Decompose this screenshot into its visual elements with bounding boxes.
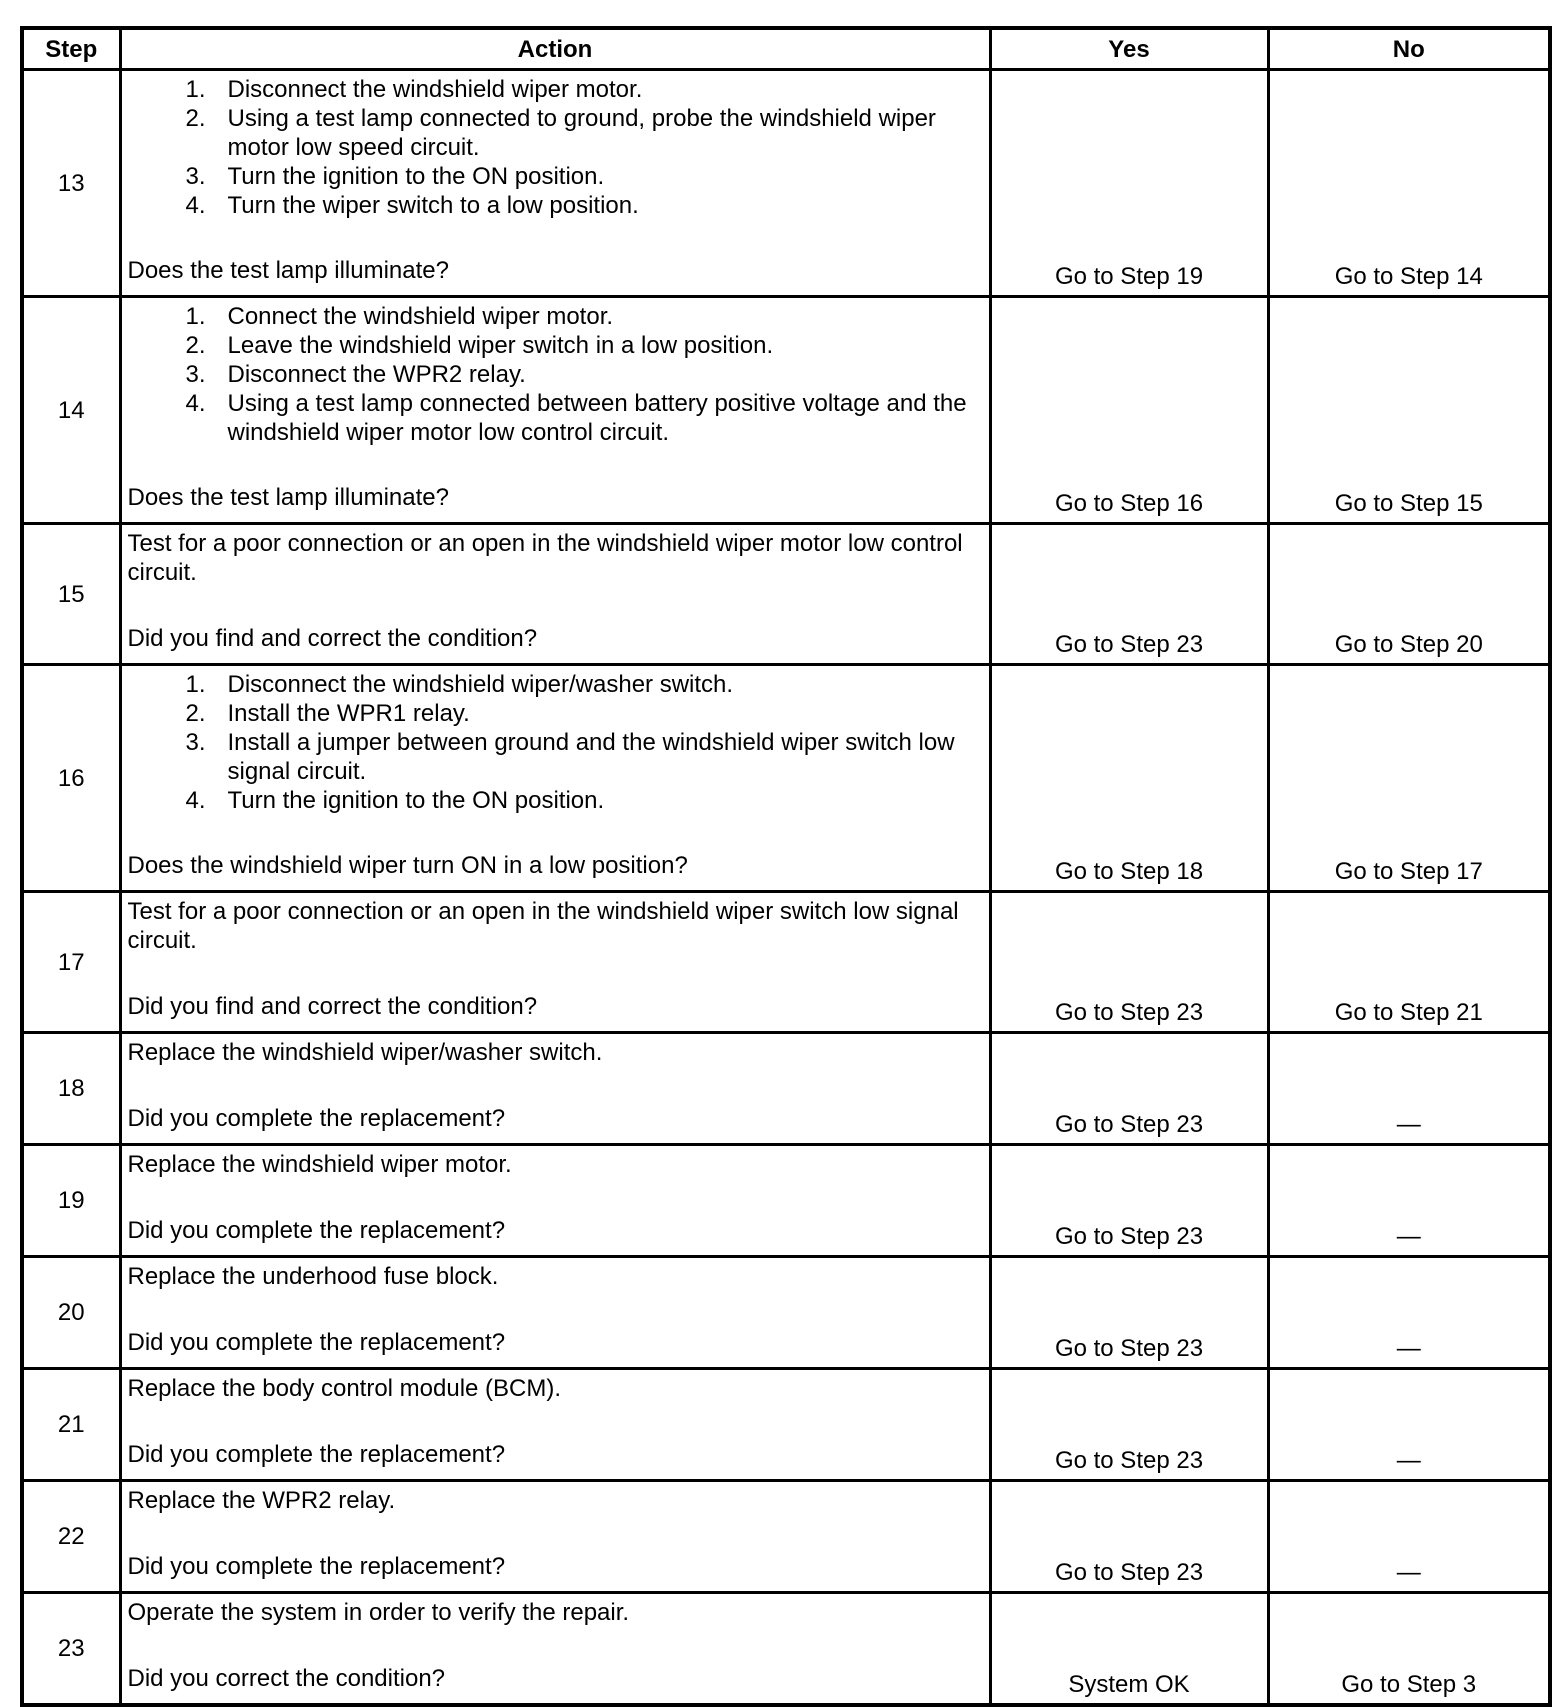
no-result: Go to Step 14 bbox=[1268, 70, 1550, 297]
header-yes: Yes bbox=[990, 28, 1268, 70]
table-row bbox=[22, 665, 1550, 892]
table-row bbox=[22, 1145, 1550, 1257]
action-content bbox=[128, 529, 983, 653]
action-list bbox=[128, 670, 983, 815]
action-cell bbox=[120, 1369, 990, 1481]
yes-result: Go to Step 18 bbox=[990, 665, 1268, 892]
table-row bbox=[22, 297, 1550, 524]
step-number: 14 bbox=[22, 297, 120, 524]
action-question: Did you complete the replacement? bbox=[127, 1217, 506, 1244]
table-row bbox=[22, 1257, 1550, 1369]
yes-result: Go to Step 23 bbox=[990, 1145, 1268, 1257]
no-result: — bbox=[1268, 1145, 1550, 1257]
yes-result: Go to Step 23 bbox=[990, 892, 1268, 1033]
action-list bbox=[128, 302, 983, 447]
action-content bbox=[128, 1374, 983, 1469]
action-content bbox=[128, 1598, 983, 1693]
step-number: 22 bbox=[22, 1481, 120, 1593]
yes-result: Go to Step 23 bbox=[990, 1369, 1268, 1481]
no-result: Go to Step 3 bbox=[1268, 1593, 1550, 1706]
step-number: 13 bbox=[22, 70, 120, 297]
action-list-item: Using a test lamp connected to ground, probe the windshield wiper motor low speed circuit. bbox=[227, 105, 936, 161]
action-content bbox=[128, 1038, 983, 1133]
action-question: Did you complete the replacement? bbox=[127, 1553, 506, 1580]
action-cell bbox=[120, 892, 990, 1033]
action-instruction: Replace the windshield wiper motor. bbox=[127, 1151, 512, 1178]
yes-result: Go to Step 23 bbox=[990, 1033, 1268, 1145]
action-list-item: Disconnect the windshield wiper motor. bbox=[227, 76, 643, 103]
action-instruction: Operate the system in order to verify the repair. bbox=[127, 1599, 630, 1626]
action-question: Did you complete the replacement? bbox=[127, 1105, 506, 1132]
action-content bbox=[128, 302, 983, 512]
table-row bbox=[22, 892, 1550, 1033]
header-step: Step bbox=[22, 28, 120, 70]
no-result: Go to Step 17 bbox=[1268, 665, 1550, 892]
no-result: — bbox=[1268, 1033, 1550, 1145]
action-cell bbox=[120, 1481, 990, 1593]
action-list bbox=[128, 75, 983, 220]
action-instruction: Test for a poor connection or an open in the windshield wiper motor low control circuit. bbox=[127, 530, 963, 586]
step-number: 15 bbox=[22, 524, 120, 665]
yes-result: Go to Step 23 bbox=[990, 1481, 1268, 1593]
table-row bbox=[22, 1369, 1550, 1481]
no-result: — bbox=[1268, 1257, 1550, 1369]
action-question: Did you complete the replacement? bbox=[127, 1329, 506, 1356]
header-row bbox=[22, 28, 1550, 70]
action-question: Does the test lamp illuminate? bbox=[127, 257, 449, 284]
action-cell bbox=[120, 297, 990, 524]
action-cell bbox=[120, 665, 990, 892]
action-content bbox=[128, 670, 983, 880]
table-row bbox=[22, 70, 1550, 297]
action-question: Did you find and correct the condition? bbox=[127, 993, 538, 1020]
step-number: 18 bbox=[22, 1033, 120, 1145]
action-instruction: Replace the windshield wiper/washer switch. bbox=[127, 1039, 603, 1066]
action-instruction: Test for a poor connection or an open in the windshield wiper switch low signal circuit. bbox=[127, 898, 959, 954]
yes-result: Go to Step 23 bbox=[990, 524, 1268, 665]
action-content bbox=[128, 1150, 983, 1245]
no-result: — bbox=[1268, 1481, 1550, 1593]
action-question: Does the windshield wiper turn ON in a low position? bbox=[127, 852, 688, 879]
action-list-item: Disconnect the WPR2 relay. bbox=[227, 361, 526, 388]
action-question: Did you correct the condition? bbox=[127, 1665, 446, 1692]
table-row bbox=[22, 1593, 1550, 1706]
no-result: Go to Step 21 bbox=[1268, 892, 1550, 1033]
action-content bbox=[128, 75, 983, 285]
action-list-item: Turn the ignition to the ON position. bbox=[227, 163, 605, 190]
action-cell bbox=[120, 1257, 990, 1369]
step-number: 16 bbox=[22, 665, 120, 892]
action-list-item: Turn the wiper switch to a low position. bbox=[227, 192, 639, 219]
yes-result: Go to Step 19 bbox=[990, 70, 1268, 297]
no-result: Go to Step 20 bbox=[1268, 524, 1550, 665]
table-row bbox=[22, 1033, 1550, 1145]
action-instruction: Replace the WPR2 relay. bbox=[127, 1487, 396, 1514]
action-list-item: Install the WPR1 relay. bbox=[227, 700, 470, 727]
action-instruction: Replace the body control module (BCM). bbox=[127, 1375, 562, 1402]
step-number: 23 bbox=[22, 1593, 120, 1706]
table-row bbox=[22, 524, 1550, 665]
action-cell bbox=[120, 1033, 990, 1145]
action-content bbox=[128, 1486, 983, 1581]
action-content bbox=[128, 897, 983, 1021]
action-list-item: Install a jumper between ground and the windshield wiper switch low signal circuit. bbox=[227, 729, 955, 785]
table-body bbox=[22, 70, 1550, 1706]
step-number: 20 bbox=[22, 1257, 120, 1369]
step-number: 19 bbox=[22, 1145, 120, 1257]
action-list-item: Leave the windshield wiper switch in a low position. bbox=[227, 332, 774, 359]
step-number: 21 bbox=[22, 1369, 120, 1481]
yes-result: System OK bbox=[990, 1593, 1268, 1706]
action-cell bbox=[120, 70, 990, 297]
action-instruction: Replace the underhood fuse block. bbox=[127, 1263, 499, 1290]
action-content bbox=[128, 1262, 983, 1357]
action-question: Did you complete the replacement? bbox=[127, 1441, 506, 1468]
no-result: — bbox=[1268, 1369, 1550, 1481]
action-cell bbox=[120, 1593, 990, 1706]
header-action: Action bbox=[120, 28, 990, 70]
header-no: No bbox=[1268, 28, 1550, 70]
yes-result: Go to Step 16 bbox=[990, 297, 1268, 524]
yes-result: Go to Step 23 bbox=[990, 1257, 1268, 1369]
action-question: Does the test lamp illuminate? bbox=[127, 484, 449, 511]
action-list-item: Turn the ignition to the ON position. bbox=[227, 787, 605, 814]
action-question: Did you find and correct the condition? bbox=[127, 625, 538, 652]
action-list-item: Connect the windshield wiper motor. bbox=[227, 303, 614, 330]
no-result: Go to Step 15 bbox=[1268, 297, 1550, 524]
step-number: 17 bbox=[22, 892, 120, 1033]
diagnostic-table bbox=[20, 26, 1552, 1707]
action-list-item: Using a test lamp connected between battery positive voltage and the windshield wiper motor low control circuit. bbox=[227, 390, 967, 446]
table-row bbox=[22, 1481, 1550, 1593]
action-cell bbox=[120, 524, 990, 665]
action-cell bbox=[120, 1145, 990, 1257]
action-list-item: Disconnect the windshield wiper/washer switch. bbox=[227, 671, 734, 698]
